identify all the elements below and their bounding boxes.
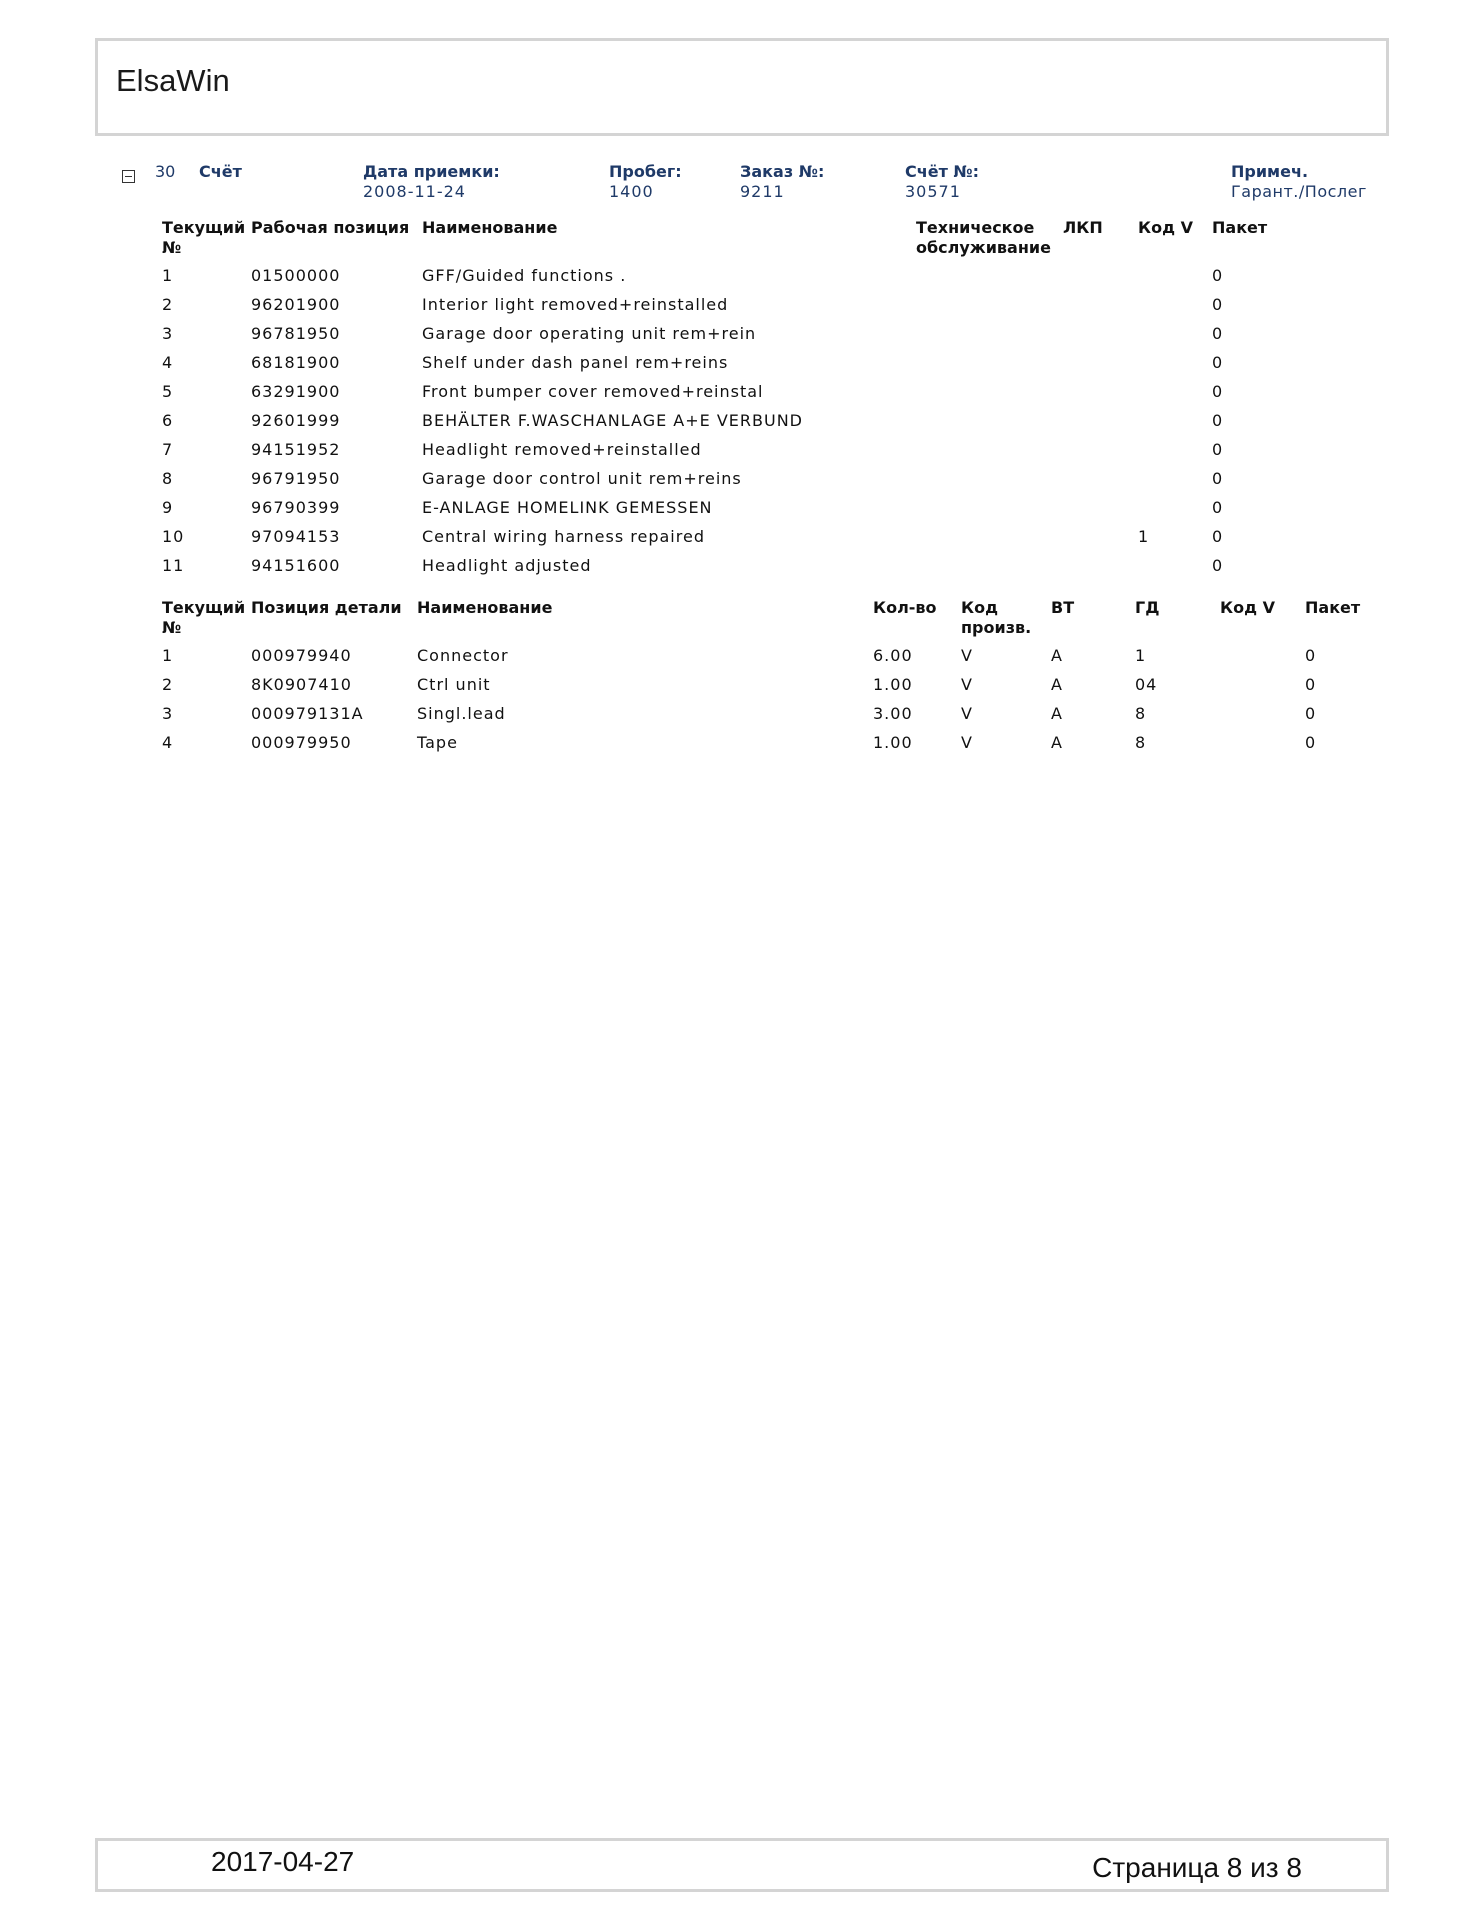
- labor-cell-position: 96781950: [251, 324, 341, 343]
- parts-cell-gd: 8: [1135, 704, 1147, 723]
- parts-cell-part: 000979950: [251, 733, 352, 752]
- labor-row: [0, 353, 1484, 382]
- labor-cell-name: E-ANLAGE HOMELINK GEMESSEN: [422, 498, 713, 517]
- labor-cell-package: 0: [1212, 266, 1224, 285]
- labor-header-current-no-line2: №: [162, 238, 182, 257]
- parts-cell-package: 0: [1305, 733, 1317, 752]
- parts-cell-maker_code: V: [961, 704, 973, 723]
- parts-header-bt: ВТ: [1051, 598, 1075, 617]
- invoice-no-label: Счёт №:: [905, 162, 980, 181]
- parts-cell-name: Ctrl unit: [417, 675, 491, 694]
- labor-cell-no: 8: [162, 469, 174, 488]
- parts-header-package: Пакет: [1305, 598, 1361, 617]
- parts-cell-gd: 04: [1135, 675, 1158, 694]
- footer-date: 2017-04-27: [211, 1846, 355, 1877]
- parts-cell-qty: 1.00: [873, 675, 913, 694]
- parts-cell-package: 0: [1305, 704, 1317, 723]
- labor-cell-name: BEHÄLTER F.WASCHANLAGE A+E VERBUND: [422, 411, 803, 430]
- date-label: Дата приемки:: [363, 162, 500, 181]
- invoice-number-value: 30: [155, 162, 176, 181]
- labor-cell-package: 0: [1212, 324, 1224, 343]
- labor-row: [0, 469, 1484, 498]
- labor-cell-no: 7: [162, 440, 174, 459]
- labor-row: [0, 324, 1484, 353]
- labor-header-name: Наименование: [422, 218, 558, 237]
- parts-cell-bt: A: [1051, 733, 1063, 752]
- labor-header-current-no-line1: Текущий: [162, 218, 246, 237]
- labor-cell-package: 0: [1212, 353, 1224, 372]
- labor-header-work-position: Рабочая позиция: [251, 218, 410, 237]
- parts-row: [0, 646, 1484, 675]
- parts-header-code-v: Код V: [1220, 598, 1275, 617]
- labor-cell-no: 3: [162, 324, 174, 343]
- parts-row: [0, 733, 1484, 762]
- labor-cell-position: 92601999: [251, 411, 341, 430]
- labor-cell-package: 0: [1212, 382, 1224, 401]
- parts-cell-part: 000979131A: [251, 704, 364, 723]
- labor-cell-package: 0: [1212, 469, 1224, 488]
- labor-row: [0, 266, 1484, 295]
- parts-cell-package: 0: [1305, 646, 1317, 665]
- parts-header-current-no-line2: №: [162, 618, 182, 637]
- labor-cell-name: Garage door operating unit rem+rein: [422, 324, 757, 343]
- labor-cell-no: 11: [162, 556, 185, 575]
- labor-cell-no: 10: [162, 527, 185, 546]
- app-title: ElsaWin: [116, 63, 230, 98]
- parts-row: [0, 704, 1484, 733]
- labor-header-current-no: [162, 218, 245, 258]
- parts-header-maker-code-line1: Код: [961, 598, 998, 617]
- labor-cell-package: 0: [1212, 527, 1224, 546]
- parts-header-part-position: Позиция детали: [251, 598, 402, 617]
- invoice-no-value: 30571: [905, 182, 961, 201]
- parts-header-maker-code: [961, 598, 1031, 638]
- parts-cell-bt: A: [1051, 646, 1063, 665]
- mileage-value: 1400: [609, 182, 654, 201]
- labor-cell-code_v: 1: [1138, 527, 1150, 546]
- parts-cell-no: 3: [162, 704, 174, 723]
- order-value: 9211: [740, 182, 785, 201]
- labor-cell-package: 0: [1212, 411, 1224, 430]
- labor-cell-position: 94151952: [251, 440, 341, 459]
- labor-cell-package: 0: [1212, 498, 1224, 517]
- collapse-icon[interactable]: [122, 170, 135, 183]
- invoice-type: [199, 162, 242, 182]
- labor-header-maintenance-line1: Техническое: [916, 218, 1035, 237]
- labor-row: [0, 527, 1484, 556]
- footer-box: [95, 1838, 1389, 1892]
- labor-cell-package: 0: [1212, 556, 1224, 575]
- parts-header-name: Наименование: [417, 598, 553, 617]
- labor-cell-no: 5: [162, 382, 174, 401]
- parts-cell-package: 0: [1305, 675, 1317, 694]
- parts-cell-name: Tape: [417, 733, 458, 752]
- parts-cell-no: 2: [162, 675, 174, 694]
- header-box: [95, 38, 1389, 136]
- parts-cell-no: 1: [162, 646, 174, 665]
- parts-cell-part: 8K0907410: [251, 675, 352, 694]
- labor-cell-position: 96201900: [251, 295, 341, 314]
- parts-header-current-no: [162, 598, 245, 638]
- mileage-label: Пробег:: [609, 162, 682, 181]
- parts-cell-maker_code: V: [961, 675, 973, 694]
- labor-row: [0, 295, 1484, 324]
- parts-cell-qty: 3.00: [873, 704, 913, 723]
- invoice-number: [155, 162, 175, 182]
- labor-cell-position: 94151600: [251, 556, 341, 575]
- labor-cell-position: 96791950: [251, 469, 341, 488]
- parts-header-maker-code-line2: произв.: [961, 618, 1032, 637]
- parts-cell-bt: A: [1051, 675, 1063, 694]
- labor-row: [0, 411, 1484, 440]
- parts-cell-maker_code: V: [961, 733, 973, 752]
- labor-header-paint: ЛКП: [1063, 218, 1103, 237]
- labor-cell-name: Headlight adjusted: [422, 556, 592, 575]
- note-value: Гарант./Послег: [1231, 182, 1367, 201]
- labor-header-maintenance: [916, 218, 1051, 258]
- note-field: [1231, 162, 1369, 202]
- labor-header-maintenance-line2: обслуживание: [916, 238, 1051, 257]
- date-field: [363, 162, 500, 202]
- parts-cell-name: Singl.lead: [417, 704, 506, 723]
- labor-cell-position: 68181900: [251, 353, 341, 372]
- labor-cell-name: Interior light removed+reinstalled: [422, 295, 729, 314]
- labor-cell-package: 0: [1212, 440, 1224, 459]
- invoice-type-label: Счёт: [199, 162, 242, 181]
- labor-cell-package: 0: [1212, 295, 1224, 314]
- parts-header-current-no-line1: Текущий: [162, 598, 246, 617]
- labor-row: [0, 382, 1484, 411]
- parts-cell-gd: 1: [1135, 646, 1147, 665]
- labor-cell-name: Garage door control unit rem+reins: [422, 469, 742, 488]
- labor-cell-no: 9: [162, 498, 174, 517]
- labor-cell-name: Front bumper cover removed+reinstal: [422, 382, 764, 401]
- parts-cell-qty: 6.00: [873, 646, 913, 665]
- labor-cell-position: 97094153: [251, 527, 341, 546]
- labor-row: [0, 440, 1484, 469]
- labor-cell-no: 4: [162, 353, 174, 372]
- parts-cell-qty: 1.00: [873, 733, 913, 752]
- labor-row: [0, 498, 1484, 527]
- labor-row: [0, 556, 1484, 585]
- parts-header-qty: Кол-во: [873, 598, 937, 617]
- labor-cell-position: 96790399: [251, 498, 341, 517]
- parts-header-gd: ГД: [1135, 598, 1160, 617]
- order-label: Заказ №:: [740, 162, 825, 181]
- labor-cell-name: Headlight removed+reinstalled: [422, 440, 702, 459]
- labor-header-package: Пакет: [1212, 218, 1268, 237]
- parts-cell-maker_code: V: [961, 646, 973, 665]
- parts-cell-bt: A: [1051, 704, 1063, 723]
- invoice-no-field: [905, 162, 979, 202]
- labor-cell-position: 63291900: [251, 382, 341, 401]
- labor-cell-position: 01500000: [251, 266, 341, 285]
- labor-cell-name: Shelf under dash panel rem+reins: [422, 353, 729, 372]
- parts-row: [0, 675, 1484, 704]
- labor-cell-name: GFF/Guided functions .: [422, 266, 627, 285]
- labor-cell-no: 1: [162, 266, 174, 285]
- labor-header-code-v: Код V: [1138, 218, 1193, 237]
- mileage-field: [609, 162, 682, 202]
- labor-cell-name: Central wiring harness repaired: [422, 527, 705, 546]
- labor-cell-no: 2: [162, 295, 174, 314]
- order-field: [740, 162, 824, 202]
- parts-cell-no: 4: [162, 733, 174, 752]
- parts-cell-name: Connector: [417, 646, 509, 665]
- parts-cell-gd: 8: [1135, 733, 1147, 752]
- labor-cell-no: 6: [162, 411, 174, 430]
- date-value: 2008-11-24: [363, 182, 466, 201]
- note-label: Примеч.: [1231, 162, 1309, 181]
- footer-page: Страница 8 из 8: [1092, 1852, 1302, 1883]
- parts-cell-part: 000979940: [251, 646, 352, 665]
